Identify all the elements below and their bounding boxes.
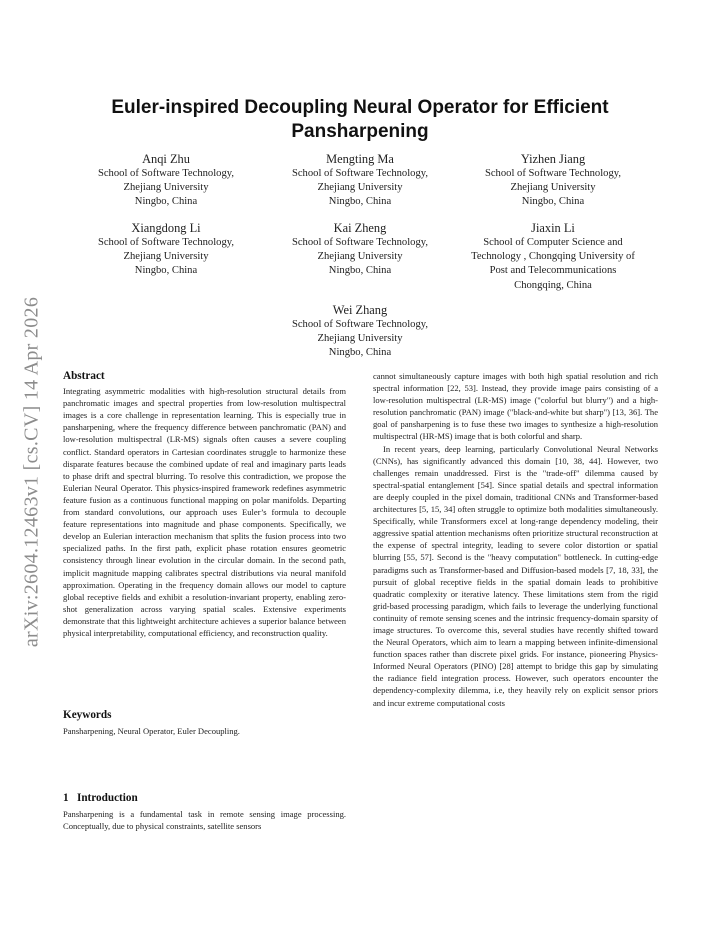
author-name: Jiaxin Li: [531, 221, 575, 235]
author-affiliation-line: Chongqing, China: [514, 279, 592, 291]
author-affiliation-line: School of Computer Science and: [483, 237, 623, 248]
abstract-heading: Abstract: [63, 370, 105, 382]
keywords-heading: Keywords: [63, 709, 112, 721]
author-name: Anqi Zhu: [142, 152, 190, 166]
author-name: Wei Zhang: [332, 303, 388, 317]
author-affiliation-line: Technology , Chongqing University of: [471, 251, 635, 263]
author-affiliation-line: Post and Telecommunications: [489, 265, 617, 277]
author-affiliation-line: Ningbo, China: [328, 265, 392, 277]
paper-title: Euler-inspired Decoupling Neural Operator for Efficient Pansharpening: [111, 97, 609, 142]
abstract-text: Integrating asymmetric modalities with high-resolution structural details from panchromatic images and spectral properties from low-resolution multispectral images is a core challenge in representation learning. This is especially true in pansharpening, where the frequency difference between panchromatic (PAN) and low-resolution multispectral (LR-MS) signals often causes a severe coupling conflict. Standard operators in Cartesian coordinates struggle to harmonize these disparate features because the combined update of real and imaginary parts leads to phase drift and spectral blurring. To resolve this contradiction, we propose the Eulerian Neural Operator. This physics-inspired framework redefines asymmetric feature fusion as a continuous functional mapping on polar manifolds. Departing from standard convolutions, our approach uses Euler’s formula to decouple feature representations into magnitude and phase components. Specifically, we develop an Eulerian interaction mechanism that splits the fusion process into two specialized paths. In the first path, explicit phase rotation ensures geometric consistency through linear evolution in the circular domain. In the second path, implicit magnitude mapping calibrates spectral distributions via neural manifold approximation. Operating in the frequency domain allows our model to capture global receptive fields and exhibit a resolution-invariant property, enabling zero-shot generalization across varying spatial scales. Extensive experiments demonstrate that this lightweight architecture achieves a superior balance between physical interpretability, computational efficiency, and reconstruction quality.: [63, 386, 346, 638]
author-affiliation-line: Ningbo, China: [328, 347, 392, 359]
author-affiliation-line: Zhejiang University: [123, 251, 209, 263]
author-affiliation-line: School of Software Technology,: [291, 168, 429, 179]
abstract-section: [63, 370, 346, 639]
author-block: [71, 151, 261, 210]
introduction-heading: 1 Introduction: [63, 792, 138, 804]
author-affiliation-line: School of Software Technology,: [291, 319, 429, 330]
author-block: [458, 151, 648, 210]
author-affiliation-line: Ningbo, China: [521, 196, 585, 208]
author-name: Yizhen Jiang: [520, 152, 586, 166]
author-affiliation-line: School of Software Technology,: [484, 168, 622, 179]
author-block: [265, 220, 455, 279]
keywords-section: [63, 709, 346, 737]
body-paragraph: In recent years, deep learning, particularly Convolutional Neural Networks (CNNs), has significantly advanced this domain [10, 38, 44]. However, two challenges remain unaddressed. First is the "trade-off" dilemma caused by spectral-spatial entanglement [54]. Since spatial details and spectral information are deeply coupled in the pixel domain, traditional CNNs and Transformer-based architectures [5, 15, 34] often struggle to optimize both modalities simultaneously. Specifically, while Transformers excel at long-range dependency modeling, their aggressive spatial attention mechanisms often prioritize structural reconstruction at the expense of spectral integrity, leading to severe color distortion or spatial blurring [55, 57]. Second is the "heavy computation" bottleneck. In cutting-edge paradigms such as Transformer-based and Diffusion-based models [7, 18, 33], the pursuit of global receptive fields in the spatial domain leads to prohibitive quadratic complexity or iterative latency. These limitations stem from the rigid grid-based processing paradigm, which fails to leverage the underlying functional continuity of remote sensing scenes and the intrinsic frequency-domain sparsity of image structures. To overcome this, several studies have recently shifted toward the Neural Operators, which aim to learn a mapping between infinite-dimensional function spaces rather than discrete pixel grids. For instance, pioneering Physics-Informed Neural Operators (PINO) [28] attempt to bridge this gap by simulating the radiance field integration process. However, such operators encounter the dependency-complexity dilemma, i.e, they heavily rely on explicit sensor priors and incur extreme computational costs: [373, 443, 658, 708]
keywords-text: Pansharpening, Neural Operator, Euler Decoupling.: [63, 726, 240, 737]
author-affiliation-line: Zhejiang University: [317, 333, 403, 345]
right-column-text: [373, 370, 658, 709]
author-name: Mengting Ma: [326, 152, 394, 166]
introduction-paragraph: Pansharpening is a fundamental task in remote sensing image processing. Conceptually, due to physical constraints, satellite sensors: [63, 809, 346, 832]
arxiv-identifier-stamp: [20, 262, 44, 682]
author-affiliation-line: School of Software Technology,: [97, 168, 235, 179]
author-affiliation-line: Zhejiang University: [317, 251, 403, 263]
author-affiliation-line: Zhejiang University: [510, 182, 596, 194]
author-affiliation-line: Ningbo, China: [134, 265, 198, 277]
author-affiliation-line: Zhejiang University: [317, 182, 403, 194]
author-affiliation-line: Ningbo, China: [328, 196, 392, 208]
author-name: Kai Zheng: [333, 221, 387, 235]
author-affiliation-line: School of Software Technology,: [97, 237, 235, 248]
author-affiliation-line: Zhejiang University: [123, 182, 209, 194]
author-name: Xiangdong Li: [131, 221, 201, 235]
introduction-section: [63, 792, 346, 832]
author-block: [71, 220, 261, 279]
author-block: [265, 151, 455, 210]
author-block: [265, 302, 455, 361]
body-paragraph: cannot simultaneously capture images with both high spatial resolution and rich spectral information [22, 53]. Instead, they provide image pairs consisting of a low-resolution multispectral (LR-MS) image ("colorful but blurry") and a high-resolution panchromatic (PAN) image ("black-and-white but sharp") [13, 36]. The goal of pansharpening is to fuse these two images to synthesize a high-resolution multispectral (HR-MS) image that is both colorful and sharp.: [373, 371, 658, 442]
author-affiliation-line: Ningbo, China: [134, 196, 198, 208]
arxiv-identifier-text: arXiv:2604.12463v1 [cs.CV] 14 Apr 2026: [20, 296, 43, 648]
author-block: [458, 220, 648, 293]
author-affiliation-line: School of Software Technology,: [291, 237, 429, 248]
